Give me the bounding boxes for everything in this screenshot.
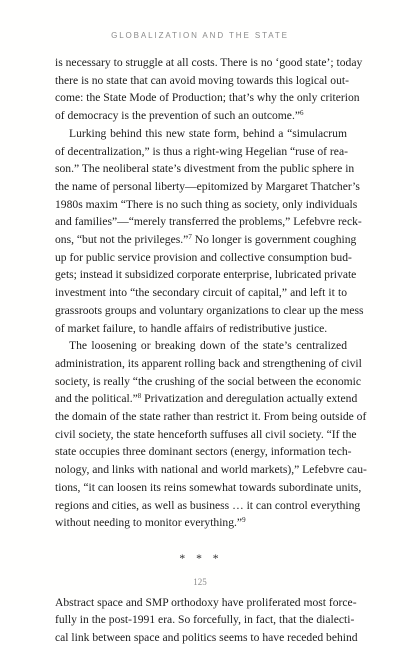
paragraph-3 [55, 337, 367, 532]
text-line: The loosening or breaking down of the state’s centralized [69, 339, 347, 353]
text-line: investment into “the secondary circuit of capital,” and left it to [55, 286, 347, 300]
text-line [55, 390, 358, 408]
text-line: of market failure, to handle affairs of redistributive justice. [55, 321, 328, 335]
footnote-ref: 6 [300, 109, 304, 118]
footnote-ref: 7 [188, 233, 192, 242]
text-line: nology, and links with national and world markets),” Lefebvre cau- [55, 463, 367, 477]
text-line-content: without needing to monitor everything.” [55, 516, 243, 530]
text-line: 1980s maxim “There is no such thing as society, only individuals [55, 197, 358, 211]
text-line: Abstract space and SMP orthodoxy have proliferated most force- [55, 595, 357, 609]
text-line-content: No longer is government coughing [191, 233, 357, 247]
text-line: up for public service provision and collective consumption bud- [55, 250, 352, 264]
section-separator: * * * [179, 551, 223, 565]
footnote-ref: 9 [242, 516, 246, 525]
text-line [55, 514, 347, 532]
body-text [55, 54, 367, 647]
text-line: there is no state that can avoid moving towards this logical out- [55, 73, 349, 87]
paragraph-4 [55, 594, 358, 647]
text-line: tions, “it can loosen its reins somewhat towards subordinate units, [55, 480, 362, 494]
paragraph-1 [55, 54, 363, 125]
text-line: gets; instead it subsidized corporate enterprise, lubricated private [55, 268, 357, 282]
text-line: state occupies three dominant sectors (energy, information tech- [55, 445, 352, 459]
text-line: fully in the post-1991 era. So forcefully, in fact, that the dialecti- [55, 613, 355, 627]
text-line: son.” The neoliberal state’s divestment from the public sphere in [55, 162, 355, 176]
text-line-content: Privatization and deregulation actually extend [141, 392, 358, 406]
text-line: the domain of the state rather than restrict it. From being outside of [55, 410, 367, 424]
text-line: is necessary to struggle at all costs. There is no ‘good state’; today [55, 56, 363, 69]
text-line-content: and the political.” [55, 392, 138, 406]
text-line: administration, its apparent rolling back and strengthening of civil [55, 356, 362, 370]
text-line [55, 107, 347, 125]
text-line: Lurking behind this new state form, behind a “simulacrum [69, 126, 347, 140]
text-line: come: the State Mode of Production; that’s why the only criterion [55, 91, 360, 105]
text-line: society, is really “the crushing of the social between the economic [55, 374, 362, 388]
text-line: the name of personal liberty—epitomized by Margaret Thatcher’s [55, 179, 360, 193]
text-line-content: of democracy is the prevention of such an outcome.” [55, 109, 300, 123]
text-line: regions and cities, as well as business … it can control everything [55, 498, 361, 512]
running-head: GLOBALIZATION AND THE STATE [111, 31, 289, 40]
paragraph-2 [55, 125, 364, 337]
text-line [55, 231, 357, 249]
text-line: grassroots groups and voluntary organizations to clear up the mess [55, 303, 364, 317]
text-line: and families”—“merely transferred the problems,” Lefebvre reck- [55, 215, 362, 229]
text-line: of decentralization,” is thus a right-wing Hegelian “ruse of rea- [55, 144, 348, 158]
page-number: 125 [193, 577, 207, 587]
text-line: cal link between space and politics seems to have receded behind [55, 631, 358, 645]
text-line: civil society, the state henceforth suffuses all civil society. “If the [55, 427, 357, 441]
text-line-content: ons, “but not the privileges.” [55, 233, 189, 247]
footnote-ref: 8 [137, 392, 142, 401]
